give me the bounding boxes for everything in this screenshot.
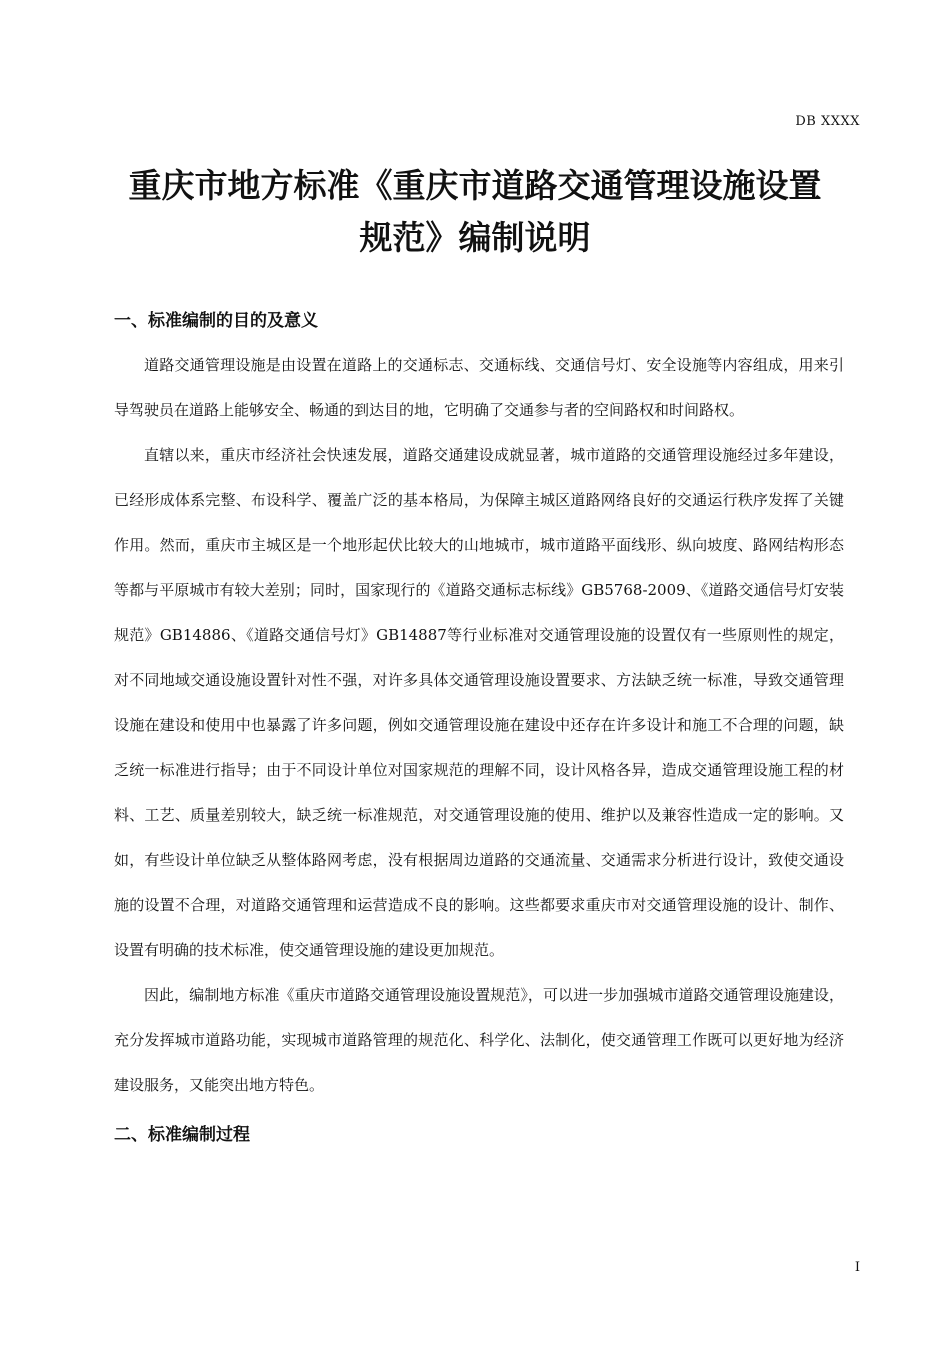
paragraph-definition: 道路交通管理设施是由设置在道路上的交通标志、交通标线、交通信号灯、安全设施等内容组成，用来引导驾驶员在道路上能够安全、畅通的到达目的地，它明确了交通参与者的空间路权和时间路权。 [114,356,844,419]
section-heading-purpose: 一、标准编制的目的及意义 [114,311,318,331]
title-line-2: 规范》编制说明 [359,218,591,257]
title-line-1: 重庆市地方标准《重庆市道路交通管理设施设置 [128,166,822,205]
page-number: I [854,1260,860,1275]
section-heading-process: 二、标准编制过程 [114,1125,250,1145]
document-code: DB XXXX [795,114,860,129]
document-body [114,306,844,1150]
paragraph-conclusion: 因此，编制地方标准《重庆市道路交通管理设施设置规范》，可以进一步加强城市道路交通管理设施建设，充分发挥城市道路功能，实现城市道路管理的规范化、科学化、法制化，使交通管理工作既可以更好地为经济建设服务，又能突出地方特色。 [114,986,844,1094]
paragraph-background: 直辖以来，重庆市经济社会快速发展，道路交通建设成就显著，城市道路的交通管理设施经过多年建设，已经形成体系完整、布设科学、覆盖广泛的基本格局，为保障主城区道路网络良好的交通运行秩序发挥了关键作用。然而，重庆市主城区是一个地形起伏比较大的山地城市，城市道路平面线形、纵向坡度、路网结构形态等都与平原城市有较大差别；同时，国家现行的《道路交通标志标线》GB5768-2009、《道路交通信号灯安装规范》GB14886、《道路交通信号灯》GB14887等行业标准对交通管理设施的设置仅有一些原则性的规定，对不同地域交通设施设置针对性不强，对许多具体交通管理设施设置要求、方法缺乏统一标准，导致交通管理设施在建设和使用中也暴露了许多问题，例如交通管理设施在建设中还存在许多设计和施工不合理的问题，缺乏统一标准进行指导；由于不同设计单位对国家规范的理解不同，设计风格各异，造成交通管理设施工程的材料、工艺、质量差别较大，缺乏统一标准规范，对交通管理设施的使用、维护以及兼容性造成一定的影响。又如，有些设计单位缺乏从整体路网考虑，没有根据周边道路的交通流量、交通需求分析进行设计，致使交通设施的设置不合理，对道路交通管理和运营造成不良的影响。这些都要求重庆市对交通管理设施的设计、制作、设置有明确的技术标准，使交通管理设施的建设更加规范。 [114,446,844,959]
document-title [100,160,850,264]
